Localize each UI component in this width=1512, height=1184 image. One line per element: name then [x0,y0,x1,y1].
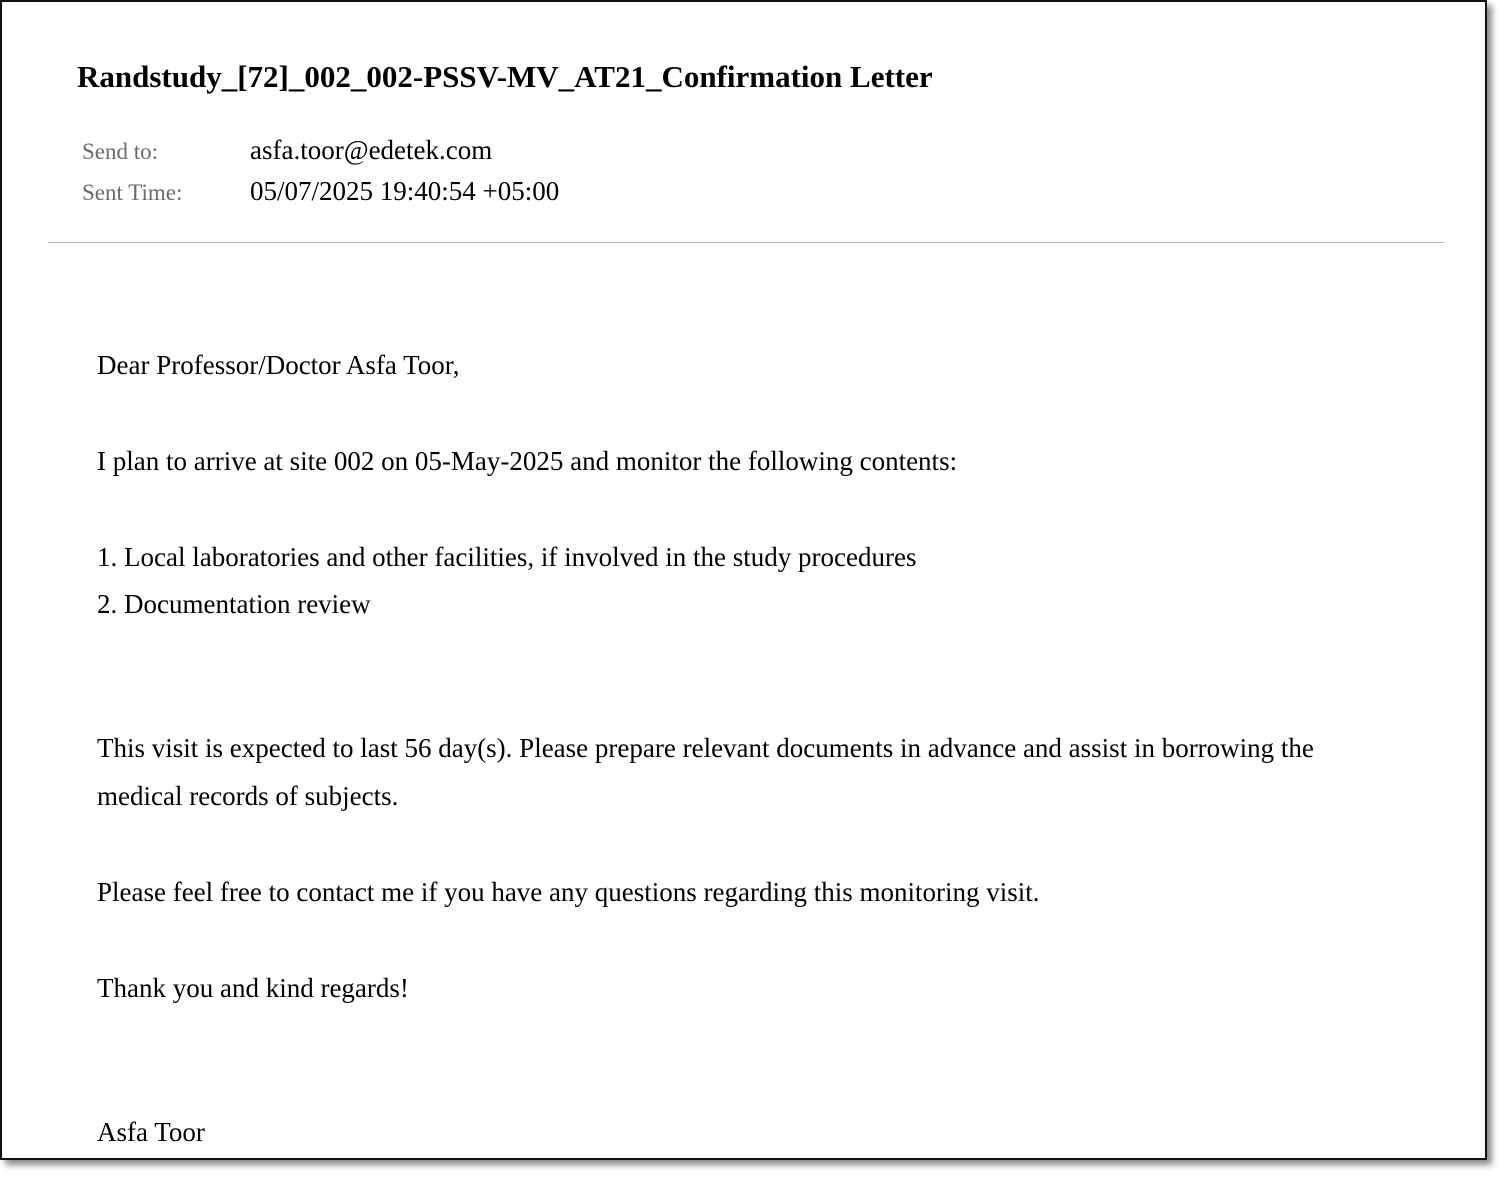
send-to-row [82,135,982,169]
sent-time-value: 05/07/2025 19:40:54 +05:00 [250,176,560,206]
header-divider [48,242,1444,243]
sent-time-label: Sent Time: [82,180,183,205]
sent-time-row [82,176,982,210]
list-item: 2. Documentation review [97,589,371,619]
intro-text: I plan to arrive at site 002 on 05-May-2025 and monitor the following contents: [97,446,958,476]
email-subject: Randstudy_[72]_002_002-PSSV-MV_AT21_Confirmation Letter [77,59,933,94]
visit-note-text: This visit is expected to last 56 day(s). Please prepare relevant documents in advance and assist in borrowing the medical records of subjects. [97,733,1314,811]
send-to-value[interactable]: asfa.toor@edetek.com [250,135,493,165]
list-item: 1. Local laboratories and other facilities, if involved in the study procedures [97,542,917,572]
greeting-text: Dear Professor/Doctor Asfa Toor, [97,350,460,380]
signature-text: Asfa Toor [97,1117,205,1147]
send-to-label: Send to: [82,139,159,164]
closing-text: Thank you and kind regards! [97,973,409,1003]
contact-note-text: Please feel free to contact me if you have any questions regarding this monitoring visit. [97,877,1040,907]
